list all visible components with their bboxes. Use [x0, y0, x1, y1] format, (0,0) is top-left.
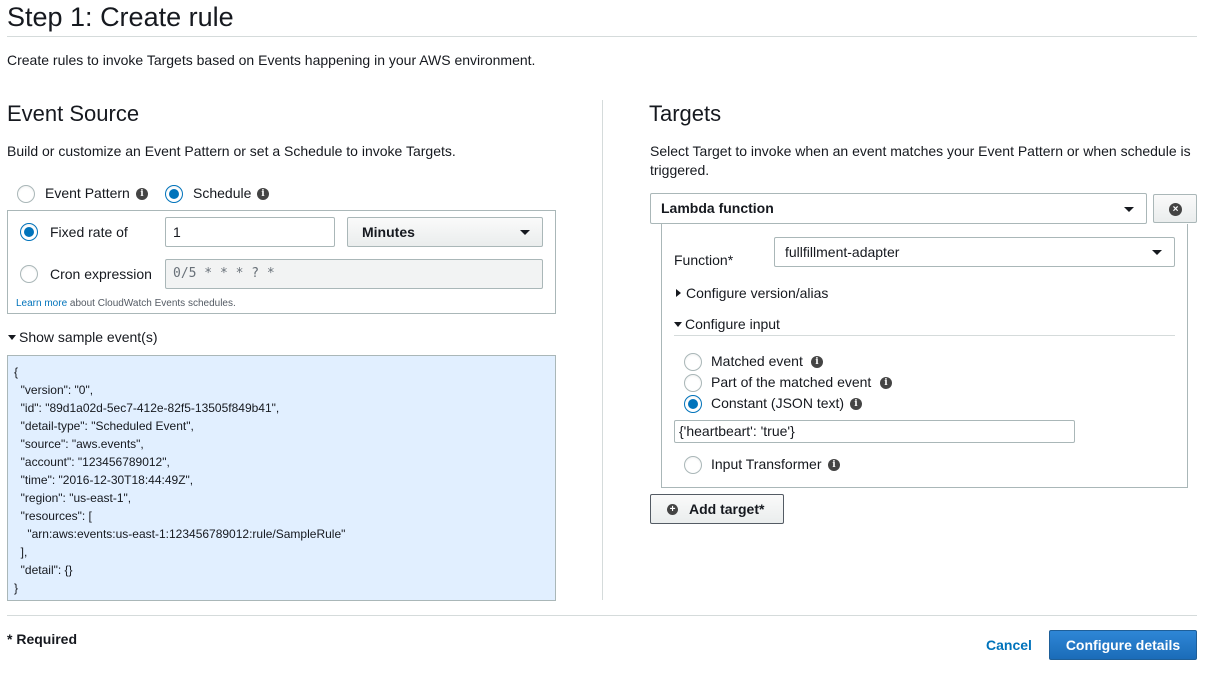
cron-expression-radio[interactable] [20, 265, 38, 283]
caret-down-icon [8, 335, 16, 340]
required-note: * Required [7, 631, 78, 647]
configure-details-button[interactable]: Configure details [1049, 630, 1197, 660]
title-divider [7, 36, 1197, 37]
info-icon[interactable]: i [811, 356, 823, 368]
caret-down-icon [674, 322, 682, 327]
sample-event-panel [7, 355, 556, 601]
cancel-link[interactable]: Cancel [986, 637, 1032, 653]
close-icon: × [1169, 203, 1182, 216]
column-divider [602, 100, 603, 600]
configure-input-divider [674, 335, 1175, 336]
footer-divider [7, 615, 1197, 616]
remove-target-button[interactable] [1153, 194, 1197, 223]
function-select[interactable] [774, 237, 1175, 267]
constant-json-input[interactable]: {'heartbeart': 'true'} [674, 420, 1075, 443]
show-sample-events-toggle[interactable] [8, 329, 158, 345]
learn-more-text: about CloudWatch Events schedules. [67, 298, 236, 309]
input-transformer-radio[interactable] [684, 456, 702, 474]
event-pattern-radio[interactable] [17, 185, 35, 203]
configure-input-label: Configure input [685, 316, 780, 332]
fixed-rate-value-input[interactable]: 1 [165, 217, 335, 247]
info-icon[interactable]: i [850, 398, 862, 410]
constant-json-radio[interactable] [684, 395, 702, 413]
fixed-rate-radio[interactable] [20, 223, 38, 241]
add-target-label: Add target* [689, 501, 765, 517]
schedule-radio[interactable] [165, 185, 183, 203]
rate-unit-select[interactable] [347, 217, 543, 247]
configure-input-toggle[interactable] [674, 316, 780, 332]
fixed-rate-label[interactable]: Fixed rate of [50, 224, 128, 240]
target-type-select[interactable] [650, 193, 1147, 224]
rate-unit-value: Minutes [362, 224, 415, 240]
constant-json-label[interactable]: Constant (JSON text) [711, 395, 845, 411]
function-value: fullfillment-adapter [785, 244, 900, 260]
cron-expression-label[interactable]: Cron expression [50, 266, 152, 282]
info-icon[interactable]: i [136, 188, 148, 200]
matched-event-radio[interactable] [684, 353, 702, 371]
caret-right-icon [676, 289, 681, 297]
event-source-description: Build or customize an Event Pattern or set a Schedule to invoke Targets. [7, 143, 456, 159]
cron-expression-input[interactable]: 0/5 * * * ? * [165, 259, 543, 289]
info-icon[interactable]: i [880, 377, 892, 389]
info-icon[interactable]: i [257, 188, 269, 200]
plus-icon: + [667, 504, 678, 515]
configure-version-toggle[interactable] [676, 285, 828, 301]
chevron-down-icon [520, 230, 530, 235]
page-title: Step 1: Create rule [7, 2, 234, 32]
schedule-help-note [16, 298, 236, 309]
targets-heading: Targets [649, 101, 722, 126]
sample-event-json: { "version": "0", "id": "89d1a02d-5ec7-412e-82f5-13505f849b41", "detail-type": "Scheduled Event", "source": "aws.events", "account": "123456789012", "time": "2016-12-30T18:44:49Z", "region": "us-east-1", "resources": [ "arn:aws:events:us-east-1:123456789012:rule/SampleRule" ], "detail": {} } [14, 365, 346, 595]
targets-description: Select Target to invoke when an event matches your Event Pattern or when schedule is triggered. [650, 143, 1191, 178]
matched-event-label[interactable]: Matched event [711, 353, 803, 369]
chevron-down-icon [1124, 207, 1134, 212]
configure-version-label: Configure version/alias [686, 285, 829, 301]
show-sample-events-label: Show sample event(s) [19, 329, 158, 345]
chevron-down-icon [1152, 250, 1162, 255]
schedule-label[interactable]: Schedule [193, 185, 252, 201]
part-of-matched-event-radio[interactable] [684, 374, 702, 392]
learn-more-link[interactable]: Learn more [16, 298, 68, 309]
event-source-heading: Event Source [7, 101, 140, 126]
target-type-value: Lambda function [661, 200, 774, 216]
part-of-matched-event-label[interactable]: Part of the matched event [711, 374, 872, 390]
event-pattern-label[interactable]: Event Pattern [45, 185, 130, 201]
function-label: Function* [674, 252, 734, 268]
add-target-button[interactable] [650, 494, 784, 524]
info-icon[interactable]: i [828, 459, 840, 471]
input-transformer-label[interactable]: Input Transformer [711, 456, 822, 472]
page-intro: Create rules to invoke Targets based on Events happening in your AWS environment. [7, 52, 536, 68]
